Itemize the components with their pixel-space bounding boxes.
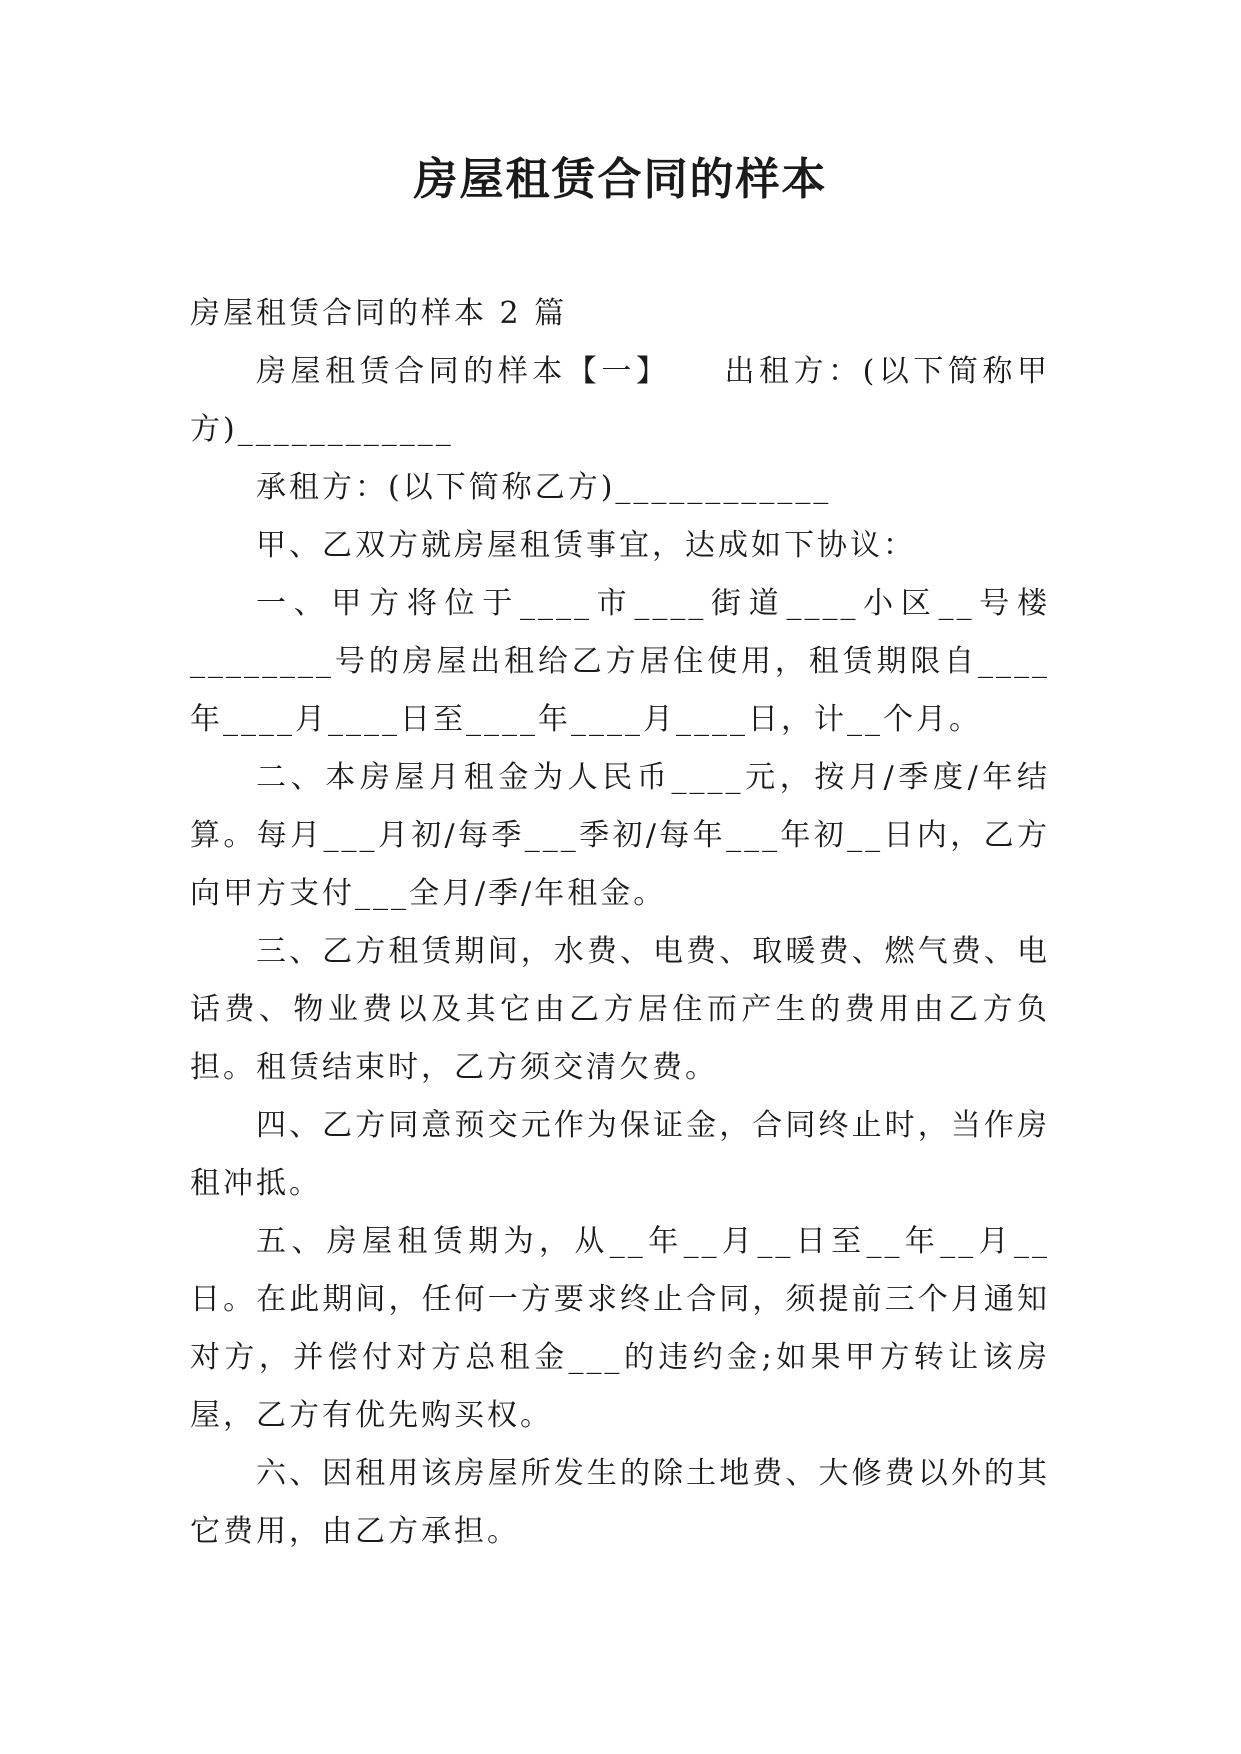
paragraph: 二、本房屋月租金为人民币____元，按月/季度/年结算。每月___月初/每季___季初/每年___年初__日内，乙方向甲方支付___全月/季/年租金。 — [190, 760, 1050, 911]
paragraph: 一、甲方将位于____市____街道____小区__号楼________号的房屋出租给乙方居住使用，租赁期限自____年____月____日至____年____月____日，计__个月。 — [190, 586, 1050, 737]
paragraph: 房屋租赁合同的样本【一】 出租方：(以下简称甲方)____________ — [190, 354, 1050, 447]
paragraph: 四、乙方同意预交元作为保证金，合同终止时，当作房租冲抵。 — [190, 1108, 1050, 1201]
paragraph: 承租方：(以下简称乙方)____________ — [256, 470, 832, 505]
document-title: 房屋租赁合同的样本 — [413, 154, 828, 205]
document-body — [190, 285, 1050, 1561]
paragraph: 甲、乙双方就房屋租赁事宜，达成如下协议： — [256, 528, 916, 563]
paragraph: 房屋租赁合同的样本 2 篇 — [190, 296, 568, 331]
paragraph: 六、因租用该房屋所发生的除土地费、大修费以外的其它费用，由乙方承担。 — [190, 1456, 1050, 1549]
paragraph: 三、乙方租赁期间，水费、电费、取暖费、燃气费、电话费、物业费以及其它由乙方居住而产生的费用由乙方负担。租赁结束时，乙方须交清欠费。 — [190, 934, 1050, 1085]
paragraph: 五、房屋租赁期为，从__年__月__日至__年__月__日。在此期间，任何一方要求终止合同，须提前三个月通知对方，并偿付对方总租金___的违约金;如果甲方转让该房屋，乙方有优先购买权。 — [190, 1224, 1050, 1433]
